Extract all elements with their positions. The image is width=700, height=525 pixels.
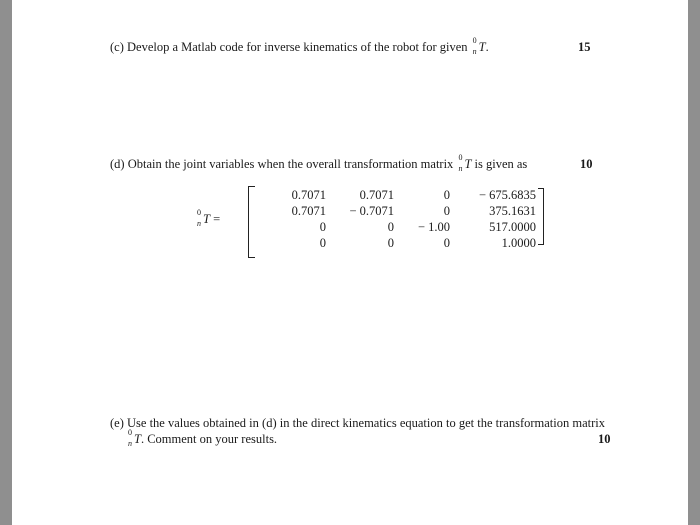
matrix-cell: 0 <box>443 204 450 218</box>
matrix-cell: 0.7071 <box>291 188 326 202</box>
matrix-cell: 0.7071 <box>291 204 326 218</box>
question-e-label: (e) <box>110 416 124 430</box>
question-c-text: Develop a Matlab code for inverse kinematics of the robot for given <box>127 40 468 54</box>
matrix-cell: 0 <box>387 236 394 250</box>
marks-c: 15 <box>578 40 591 54</box>
matrix-lhs: 0 n T = <box>197 208 221 228</box>
matrix-cell: 0 <box>387 220 394 234</box>
matrix-cell: 0 <box>319 236 326 250</box>
question-e-line2 <box>126 428 278 448</box>
matrix-cell: 517.0000 <box>489 220 536 234</box>
question-d-text: Obtain the joint variables when the overall transformation matrix <box>127 157 454 171</box>
matrix-cell: 0 <box>443 236 450 250</box>
matrix-cell: − 675.6835 <box>478 188 536 202</box>
marks-e: 10 <box>598 432 611 446</box>
transform-symbol: 0 n T <box>458 153 472 173</box>
transform-symbol: 0 n T <box>128 428 141 448</box>
matrix-left-bracket <box>248 186 255 258</box>
matrix-cell: − 0.7071 <box>349 204 394 218</box>
matrix-cell: − 1.00 <box>417 220 450 234</box>
question-c-label: (c) <box>110 40 124 54</box>
matrix-cell: 0 <box>443 188 450 202</box>
question-e-text-line2: . Comment on your results. <box>140 432 278 446</box>
question-d-label: (d) <box>110 157 125 171</box>
question-c: (c) Develop a Matlab code for inverse kinematics of the robot for given 0 n T. <box>110 36 489 56</box>
matrix-cell: 1.0000 <box>501 236 536 250</box>
marks-d: 10 <box>580 157 593 171</box>
transform-symbol: 0 n T <box>472 36 486 56</box>
matrix-cell: 0 <box>319 220 326 234</box>
question-d <box>110 153 528 173</box>
question-e-text: Use the values obtained in (d) in the direct kinematics equation to get the transformation matrix <box>127 416 605 430</box>
matrix-right-bracket <box>538 188 544 245</box>
matrix-cell: 0.7071 <box>359 188 394 202</box>
question-d-text-after: is given as <box>474 157 528 171</box>
matrix-cell: 375.1631 <box>489 204 536 218</box>
document-page <box>12 0 688 525</box>
question-e <box>110 416 605 431</box>
